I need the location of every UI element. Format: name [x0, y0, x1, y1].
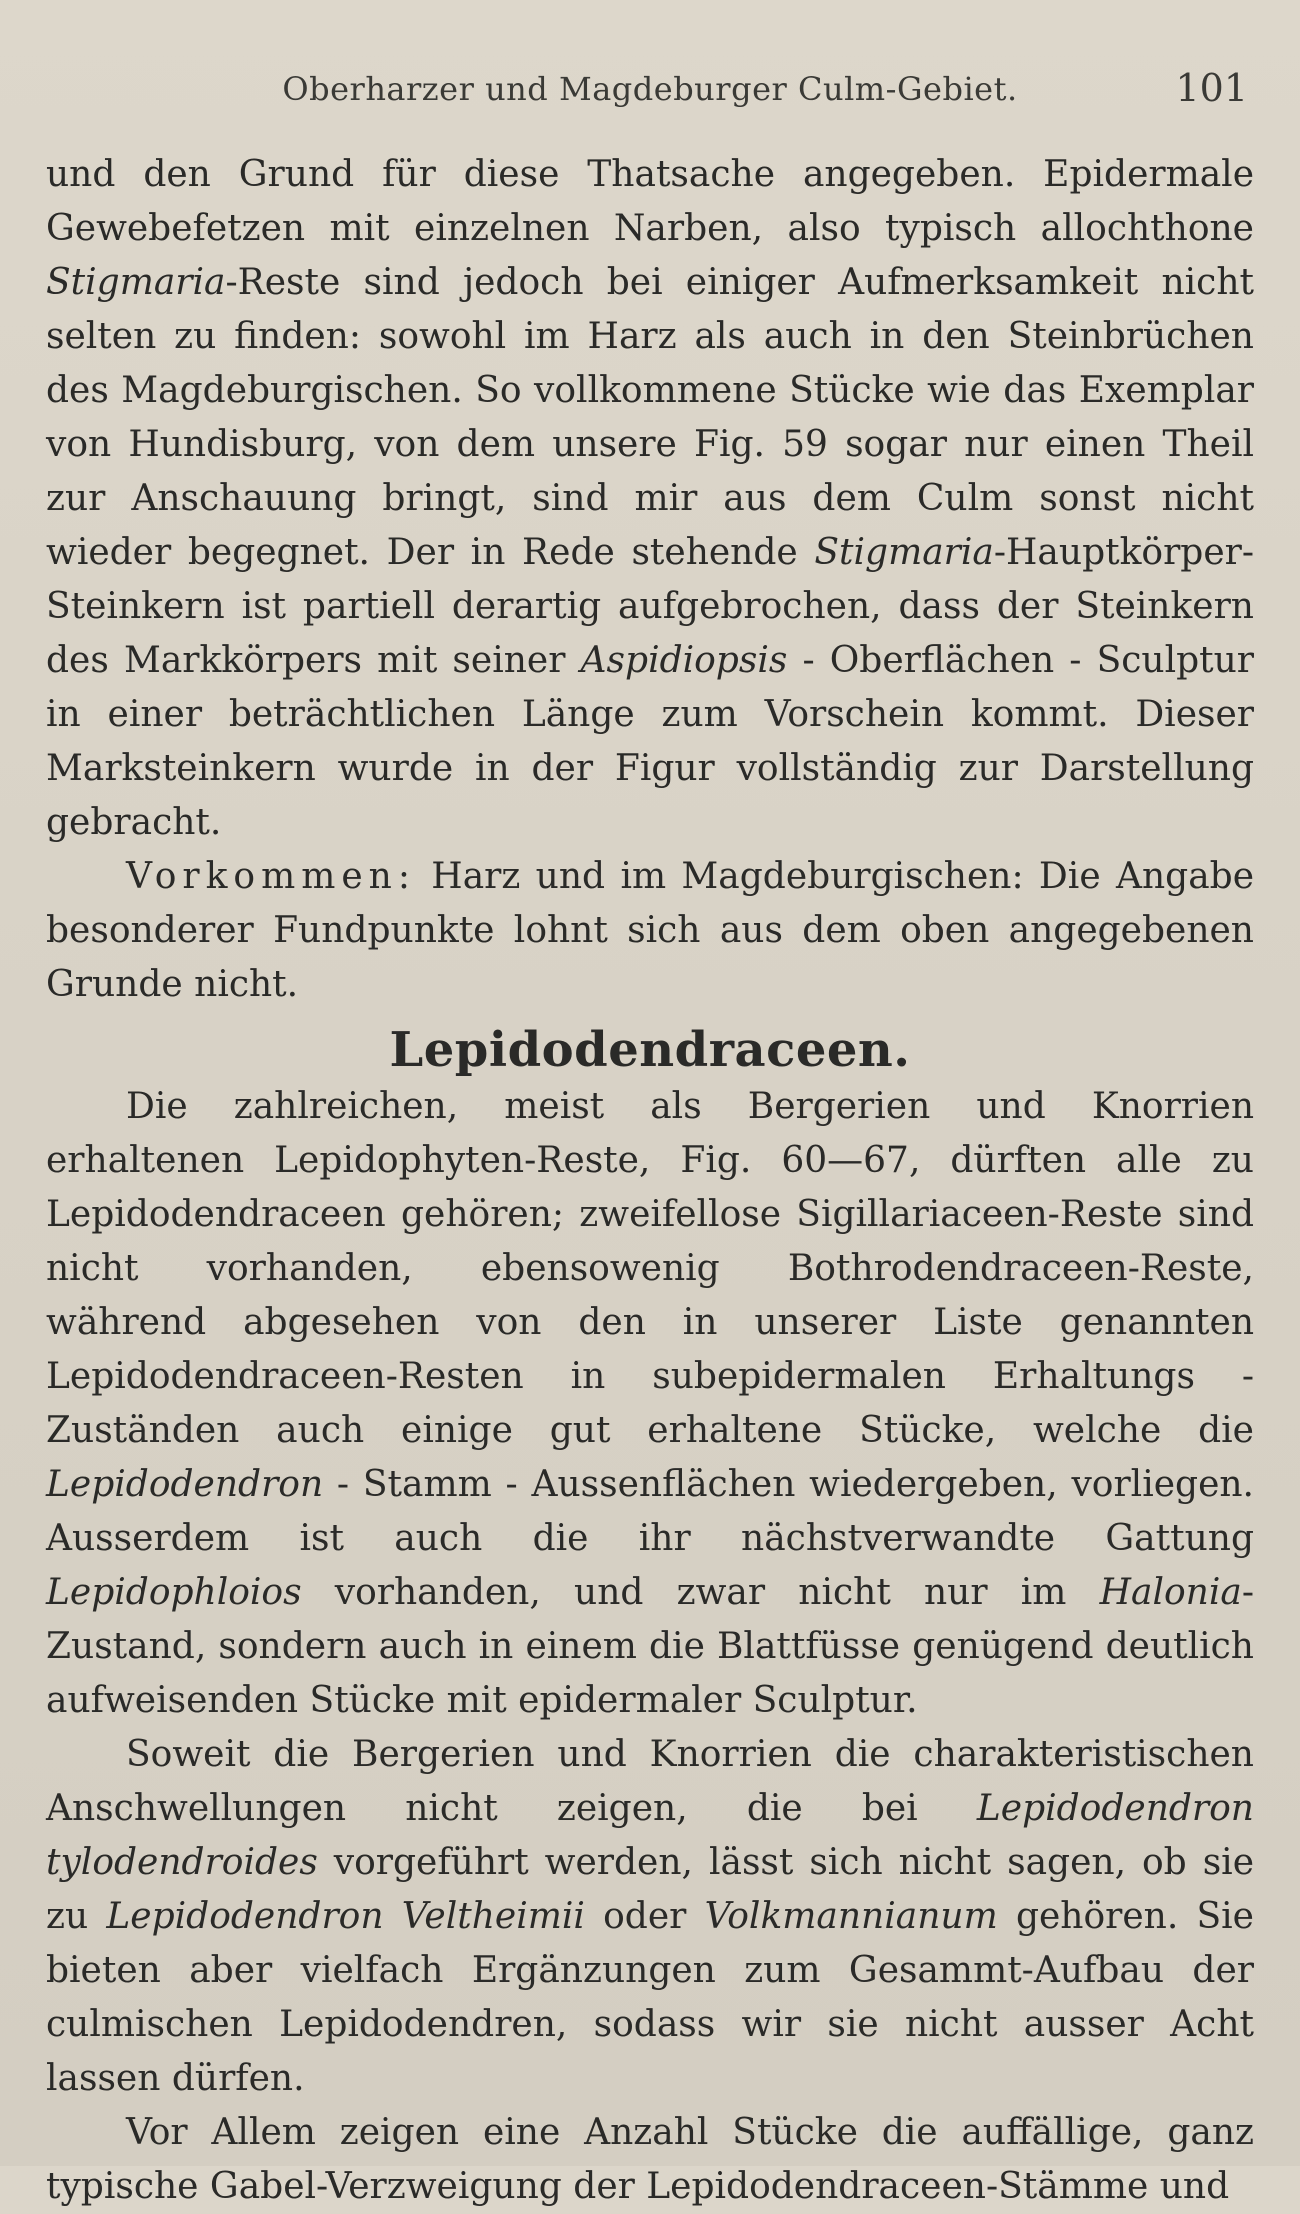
taxon-italic: Stigmaria	[814, 532, 994, 573]
taxon-italic: Halonia	[1099, 1572, 1242, 1613]
text-block-lower	[46, 1020, 1254, 2214]
text-run: Die zahlreichen, meist als Bergerien und Knorrien erhaltenen Lepidophyten-Reste, Fig. 60—67, dürften alle zu Lepidodendraceen gehören; zweifellose Sigillariaceen-Reste sind nicht vorhanden, ebensowenig Bothrodendraceen-Reste, während abgesehen von den in unserer Liste genannten Lepidodendraceen-Resten in subepidermalen Erhaltungs - Zuständen auch einige gut erhaltene Stücke, welche die	[46, 1086, 1254, 1451]
page-number: 101	[1175, 66, 1248, 110]
paragraph-lepidophyten	[46, 1080, 1254, 1728]
paragraph-stigmaria	[46, 148, 1254, 850]
spaced-label: Vorkommen:	[126, 856, 416, 897]
text-run: - Stamm - Aussenflächen wiedergeben, vorliegen. Ausserdem ist auch die ihr nächstverwandte Gattung	[46, 1464, 1254, 1559]
section-heading: Lepidodendraceen.	[389, 1022, 911, 1078]
paragraph-bergerien	[46, 1728, 1254, 2106]
taxon-italic: Lepidodendron	[46, 1464, 324, 1505]
text-run: Vor Allem zeigen eine Anzahl Stücke die auffällige, ganz typische Gabel-Verzweigung der Lepidodendraceen-Stämme und	[46, 2112, 1254, 2207]
text-run: -Reste sind jedoch bei einiger Aufmerksamkeit nicht selten zu finden: sowohl im Harz als auch in den Steinbrüchen des Magdeburgischen. So vollkommene Stücke wie das Exemplar von Hundisburg, von dem unsere Fig. 59 sogar nur einen Theil zur Anschauung bringt, sind mir aus dem Culm sonst nicht wieder begegnet. Der in Rede stehende	[46, 262, 1254, 573]
text-block-upper	[46, 148, 1254, 1012]
paragraph-gabel	[46, 2106, 1254, 2214]
running-header: Oberharzer und Magdeburger Culm-Gebiet.	[282, 70, 1018, 108]
taxon-italic: Lepidodendron tylodendroides	[46, 1788, 1254, 1883]
text-run: und den Grund für diese Thatsache angegeben. Epidermale Gewebefetzen mit einzelnen Narben, also typisch allochthone	[46, 154, 1254, 249]
text-run: vorgeführt werden, lässt sich nicht sagen, ob sie zu	[46, 1842, 1254, 1937]
text-run: vorhanden, und zwar nicht nur im	[301, 1572, 1100, 1613]
text-run: Harz und im Magdeburgischen: Die Angabe besonderer Fundpunkte lohnt sich aus dem oben angegebenen Grunde nicht.	[46, 856, 1254, 1005]
taxon-italic: Volkmannianum	[704, 1896, 998, 1937]
text-run: - Oberflächen - Sculptur in einer beträchtlichen Länge zum Vorschein kommt. Dieser Marksteinkern wurde in der Figur vollständig zur Darstellung gebracht.	[46, 640, 1254, 843]
taxon-italic: Aspidiopsis	[580, 640, 788, 681]
text-run: Soweit die Bergerien und Knorrien die charakteristischen Anschwellungen nicht zeigen, die bei	[46, 1734, 1254, 1829]
text-run: gehören. Sie bieten aber vielfach Ergänzungen zum Gesammt-Aufbau der culmischen Lepidodendren, sodass wir sie nicht ausser Acht lassen dürfen.	[46, 1896, 1254, 2099]
taxon-italic: Stigmaria	[46, 262, 226, 303]
taxon-italic: Lepidodendron Veltheimii	[106, 1896, 585, 1937]
text-run: oder	[584, 1896, 705, 1937]
taxon-italic: Lepidophloios	[46, 1572, 302, 1613]
text-run: -Hauptkörper-Steinkern ist partiell derartig aufgebrochen, dass der Steinkern des Markkörpers mit seiner	[46, 532, 1254, 681]
text-run: -Zustand, sondern auch in einem die Blattfüsse genügend deutlich aufweisenden Stücke mit epidermaler Sculptur.	[46, 1572, 1254, 1721]
paragraph-vorkommen	[46, 850, 1254, 1012]
